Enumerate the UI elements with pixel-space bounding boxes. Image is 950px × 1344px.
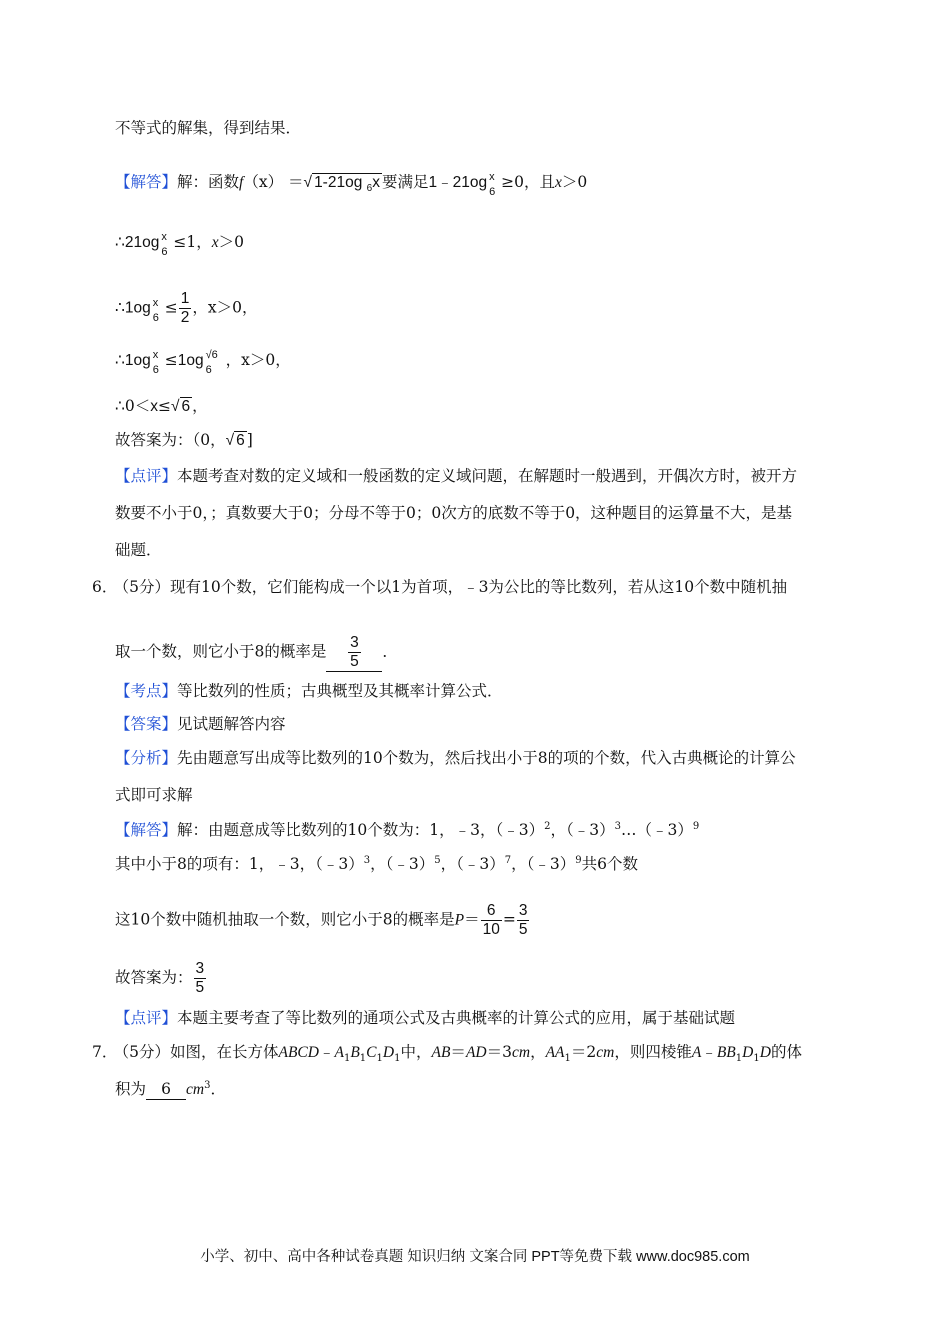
sqrt-expression: √ 1-21og $_6$x <box>303 174 380 194</box>
q7-stem-2: 积为 6 $cm^3$． <box>115 1080 226 1098</box>
q5-comment-1: 【点评】本题考查对数的定义域和一般函数的定义域问题，在解题时一般遇到，开偶次方时，被开方 <box>115 467 798 485</box>
q5-step1: ∴21og x 6 ≤1，x＞0 <box>115 231 244 258</box>
log-base-sqrt6: √6 6 <box>205 349 218 376</box>
log-base-x6: x 6 <box>152 349 159 376</box>
q6-fenxi-2: 式即可求解 <box>115 786 193 804</box>
q6-stem-1: 6． （5分）现有10个数，它们能构成一个以1为首项，﹣3为公比的等比数列，若从这10个数中随机抽 <box>92 578 788 596</box>
fraction-3-5: $\frac{3}{5}$ <box>518 902 528 938</box>
q6-blank-answer: $\frac{3}{5}$ <box>350 634 359 670</box>
q6-stem-2: 取一个数，则它小于8的概率是 $\frac{3}{5}$ ． <box>115 634 398 670</box>
q5-comment-3: 础题． <box>115 541 162 559</box>
fraction-half: $\frac{1}{2}$ <box>180 290 190 326</box>
dianping-tag: 【点评】 <box>115 467 178 485</box>
q5-answer: 故答案为：（0，√ 6 ] <box>115 431 253 449</box>
q6-fenxi-1: 【分析】先由题意写出成等比数列的10个数为，然后找出小于8的项的个数，代入古典概论的计算公 <box>115 749 796 767</box>
log-base-x6: x 6 <box>161 231 168 258</box>
q6-daan: 【答案】见试题解答内容 <box>115 715 286 733</box>
q7-stem-1: 7． （5分）如图，在长方体$ABCD﹣A_1B_1C_1D_1$中，AB＝AD＝3cm，$AA_1=2cm$，则四棱锥$A﹣BB_1D_1D$的体 <box>92 1043 802 1064</box>
q6-solution-2: 其中小于8的项有：1，﹣3，（﹣3）$^3$，（﹣3）$^5$，（﹣3）$^7$，（﹣3）$^9$共6个数 <box>115 855 638 873</box>
answer-fraction: $\frac{3}{5}$ <box>195 960 205 996</box>
jieda-tag: 【解答】 <box>115 173 178 191</box>
q6-solution-3: 这10个数中随机抽取一个数，则它小于8的概率是P＝ $\frac{6}{10}$ = $\frac{3}{5}$ <box>115 902 528 938</box>
q7-blank-answer: 6 <box>146 1079 186 1100</box>
q6-kaodian: 【考点】等比数列的性质；古典概型及其概率计算公式． <box>115 682 503 700</box>
intro-line: 不等式的解集，得到结果． <box>115 119 302 137</box>
page-footer: 小学、初中、高中各种试卷真题 知识归纳 文案合同 PPT等免费下载 www.doc985.com <box>200 1249 750 1265</box>
q6-comment: 【点评】本题主要考查了等比数列的通项公式及古典概率的计算公式的应用，属于基础试题 <box>115 1009 736 1027</box>
q5-step2: ∴1og x 6 ≤ $\frac{1}{2}$ ，x＞0， <box>115 290 258 326</box>
q5-solution-line: 【解答】解：函数f（x） ＝√ 1-21og $_6$x 要满足1﹣21og x 6 ≥0，且x＞0 <box>115 171 588 198</box>
q6-answer: 故答案为： $\frac{3}{5}$ <box>115 960 205 996</box>
q6-solution-1: 【解答】解：由题意成等比数列的10个数为：1，﹣3，（﹣3）$^2$，（﹣3）$^3$…（﹣3）$^9$ <box>115 821 700 839</box>
q5-comment-2: 数要不小于0，；真数要大于0；分母不等于0；0次方的底数不等于0，这种题目的运算量不大，是基 <box>115 504 793 522</box>
q5-step3: ∴1og x 6 ≤1og √6 6 ，x＞0， <box>115 349 291 376</box>
q5-step4: ∴0＜x≤√ 6 ， <box>115 397 208 415</box>
fraction-6-10: $\frac{6}{10}$ <box>482 902 500 938</box>
log-base-x6: x 6 <box>152 296 159 324</box>
log-base-x6: x 6 <box>489 171 496 198</box>
